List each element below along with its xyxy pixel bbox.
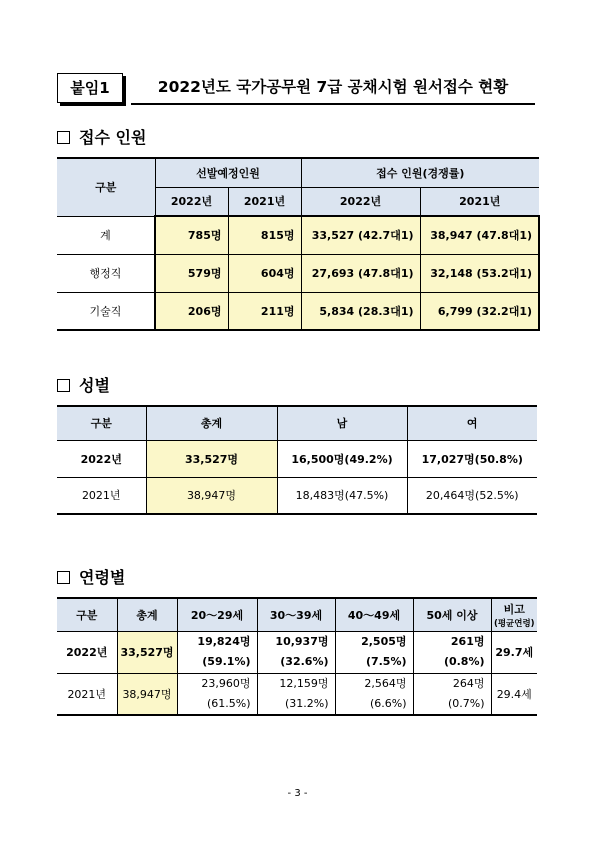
count: 10,937명 xyxy=(275,635,329,648)
table-row xyxy=(57,477,537,514)
header-year: 2022년 xyxy=(301,187,420,216)
count: 23,960명 xyxy=(201,676,251,690)
gender-table xyxy=(57,405,537,515)
section-heading-age xyxy=(57,565,125,588)
cell-value: 785명 xyxy=(155,216,228,254)
section-heading-text: 접수 인원 xyxy=(79,128,147,147)
count: 261명 xyxy=(450,635,485,648)
header-category: 구분 xyxy=(57,158,155,216)
cell-value: 6,799 (32.2대1) xyxy=(420,292,539,330)
header-total: 총계 xyxy=(117,598,177,631)
cell-value xyxy=(257,673,335,715)
cell-value: 33,527명 xyxy=(117,631,177,673)
percent: (31.2%) xyxy=(284,696,329,710)
age-table xyxy=(57,597,537,716)
cell-value: 579명 xyxy=(155,254,228,292)
header-age-50plus: 50세 이상 xyxy=(413,598,491,631)
cell-value: 20,464명(52.5%) xyxy=(407,477,537,514)
header-planned: 선발예정인원 xyxy=(155,158,301,187)
checkbox-square-icon xyxy=(57,571,70,584)
section-heading-text: 성별 xyxy=(79,376,110,395)
row-label: 행정직 xyxy=(57,254,155,292)
header-age-30s: 30～39세 xyxy=(257,598,335,631)
cell-value: 211명 xyxy=(228,292,301,330)
page-number: - 3 - xyxy=(287,788,308,799)
header-total: 총계 xyxy=(146,406,277,440)
cell-value xyxy=(257,631,335,673)
percent: (61.5%) xyxy=(206,696,251,710)
cell-value: 604명 xyxy=(228,254,301,292)
cell-value: 18,483명(47.5%) xyxy=(277,477,407,514)
cell-value xyxy=(335,673,413,715)
count: 264명 xyxy=(452,676,485,690)
checkbox-square-icon xyxy=(57,131,70,144)
document-title xyxy=(57,73,535,105)
row-label: 2021년 xyxy=(57,477,146,514)
cell-value: 38,947명 xyxy=(146,477,277,514)
cell-value: 38,947명 xyxy=(117,673,177,715)
section-heading-gender xyxy=(57,373,110,396)
checkbox-square-icon xyxy=(57,379,70,392)
cell-value xyxy=(177,631,257,673)
row-label: 기술직 xyxy=(57,292,155,330)
cell-value: 32,148 (53.2대1) xyxy=(420,254,539,292)
cell-value: 38,947 (47.8대1) xyxy=(420,216,539,254)
count: 2,564명 xyxy=(364,676,407,690)
table-row xyxy=(57,631,537,673)
title-text: 2022년도 국가공무원 7급 공채시험 원서접수 현황 xyxy=(131,73,535,105)
cell-value xyxy=(413,631,491,673)
header-year: 2021년 xyxy=(420,187,539,216)
header-age-40s: 40～49세 xyxy=(335,598,413,631)
note-label: 비고 xyxy=(503,602,525,616)
table-row xyxy=(57,254,539,292)
header-category: 구분 xyxy=(57,598,117,631)
percent: (6.6%) xyxy=(369,696,407,710)
cell-value: 27,693 (47.8대1) xyxy=(301,254,420,292)
count: 12,159명 xyxy=(279,676,329,690)
cell-value xyxy=(335,631,413,673)
header-year: 2022년 xyxy=(155,187,228,216)
row-label: 2022년 xyxy=(57,440,146,477)
cell-value: 29.4세 xyxy=(491,673,537,715)
count: 2,505명 xyxy=(361,635,407,648)
header-category: 구분 xyxy=(57,406,146,440)
table-row xyxy=(57,216,539,254)
cell-value: 206명 xyxy=(155,292,228,330)
header-applied: 접수 인원(경쟁률) xyxy=(301,158,539,187)
note-sublabel: (평균연령) xyxy=(493,618,535,629)
table-row xyxy=(57,292,539,330)
header-note xyxy=(491,598,537,631)
cell-value: 33,527명 xyxy=(146,440,277,477)
cell-value xyxy=(413,673,491,715)
header-age-20s: 20～29세 xyxy=(177,598,257,631)
section-heading-text: 연령별 xyxy=(79,568,126,587)
row-label: 2022년 xyxy=(57,631,117,673)
header-female: 여 xyxy=(407,406,537,440)
cell-value: 33,527 (42.7대1) xyxy=(301,216,420,254)
percent: (59.1%) xyxy=(202,655,251,668)
percent: (0.7%) xyxy=(447,696,485,710)
cell-value: 17,027명(50.8%) xyxy=(407,440,537,477)
cell-value: 16,500명(49.2%) xyxy=(277,440,407,477)
cell-value: 29.7세 xyxy=(491,631,537,673)
cell-value: 5,834 (28.3대1) xyxy=(301,292,420,330)
row-label: 2021년 xyxy=(57,673,117,715)
attachment-tag: 붙임1 xyxy=(57,73,123,103)
percent: (7.5%) xyxy=(365,655,407,668)
cell-value xyxy=(177,673,257,715)
row-label: 계 xyxy=(57,216,155,254)
table-row xyxy=(57,673,537,715)
percent: (32.6%) xyxy=(280,655,329,668)
section-heading-applicants xyxy=(57,125,146,148)
header-year: 2021년 xyxy=(228,187,301,216)
percent: (0.8%) xyxy=(443,655,485,668)
table-row xyxy=(57,440,537,477)
count: 19,824명 xyxy=(197,635,251,648)
cell-value: 815명 xyxy=(228,216,301,254)
header-male: 남 xyxy=(277,406,407,440)
applicants-table xyxy=(57,157,540,331)
